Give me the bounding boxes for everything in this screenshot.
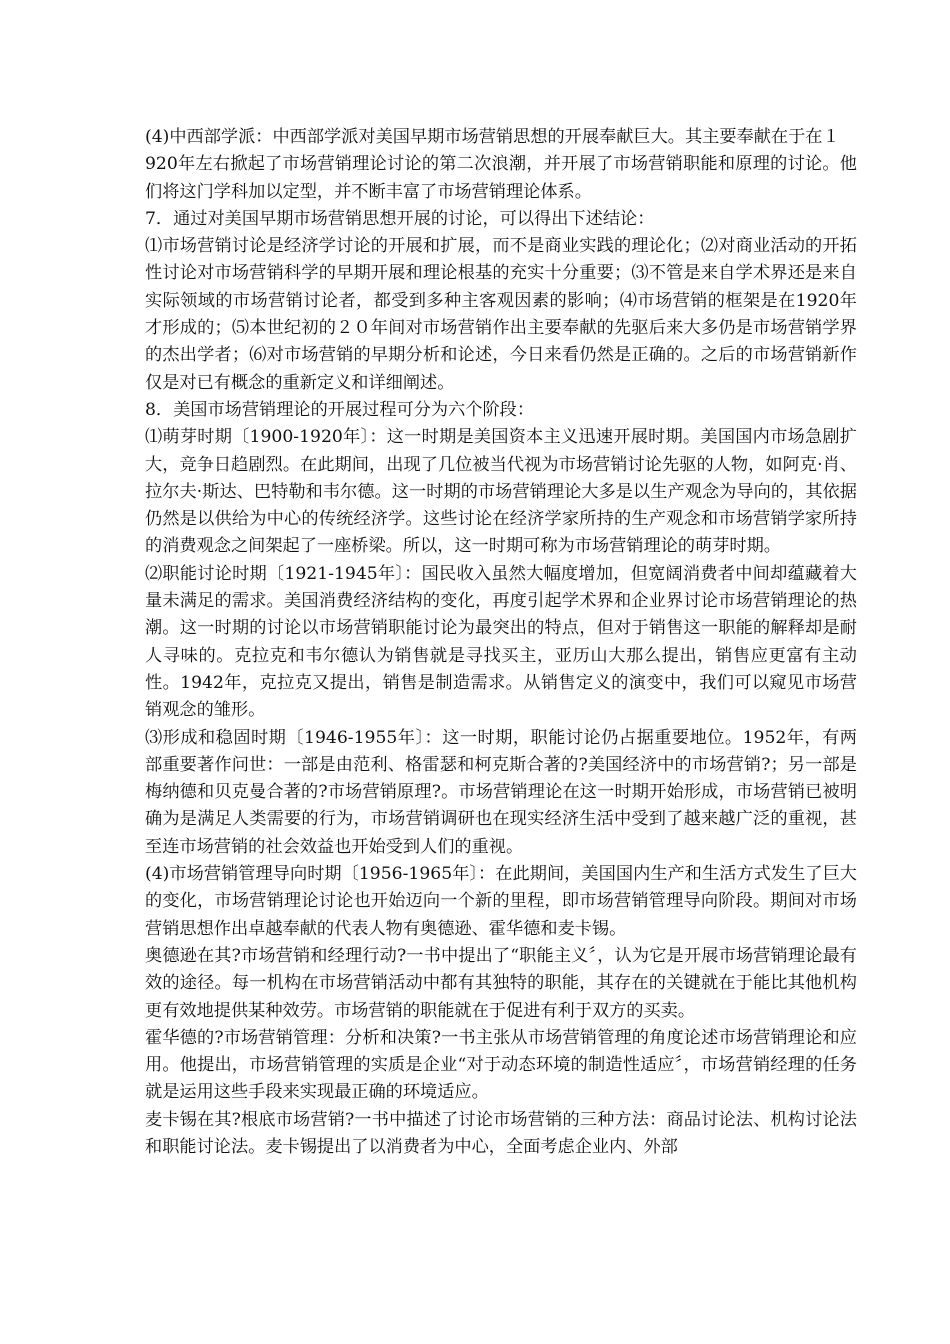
paragraph-stage-1-germination: ⑴萌芽时期〔1900-1920年〕：这一时期是美国资本主义迅速开展时期。美国国内市场急剧扩大，竞争日趋剧烈。在此期间，出现了几位被当代视为市场营销讨论先驱的人物，如阿克·肖、拉尔夫·斯达、巴特勒和韦尔德。这一时期的市场营销理论大多是以生产观念为导向的，其依据仍然是以供给为中心的传统经济学。这些讨论在经济学家所持的生产观念和市场营销学家所持的消费观念之间架起了一座桥梁。所以，这一时期可称为市场营销理论的萌芽时期。: [145, 427, 857, 557]
paragraph-mccarthy: 麦卡锡在其?根底市场营销?一书中描述了讨论市场营销的三种方法：商品讨论法、机构讨论法和职能讨论法。麦卡锡提出了以消费者为中心，全面考虑企业内、外部: [145, 1109, 857, 1157]
paragraph-stage-2-functional: ⑵职能讨论时期〔1921-1945年〕：国民收入虽然大幅度增加，但宽阔消费者中间却蕴藏着大量未满足的需求。美国消费经济结构的变化，再度引起学术界和企业界讨论市场营销理论的热潮。这一时期的讨论以市场营销职能讨论为最突出的特点，但对于销售这一职能的解释却是耐人寻味的。克拉克和韦尔德认为销售就是寻找买主，亚历山大那么提出，销售应更富有主动性。1942年，克拉克又提出，销售是制造需求。从销售定义的演变中，我们可以窥见市场营销观念的雏形。: [145, 563, 857, 721]
paragraph-stage-4-management: (4)市场营销管理导向时期〔1956-1965年〕：在此期间，美国国内生产和生活方式发生了巨大的变化，市场营销理论讨论也开始迈向一个新的里程，即市场营销管理导向阶段。期间对市场营销思想作出卓越奉献的代表人物有奥德逊、霍华德和麦卡锡。: [145, 864, 857, 939]
paragraph-section-7-conclusions: ⑴市场营销讨论是经济学讨论的开展和扩展，而不是商业实践的理论化；⑵对商业活动的开拓性讨论对市场营销科学的早期开展和理论根基的充实十分重要；⑶不管是来自学术界还是来自实际领域的市场营销讨论者，都受到多种主客观因素的影响；⑷市场营销的框架是在1920年才形成的；⑸本世纪初的２０年间对市场营销作出主要奉献的先驱后来大多仍是市场营销学界的杰出学者；⑹对市场营销的早期分析和论述，今日来看仍然是正确的。之后的市场营销新作仅是对已有概念的重新定义和详细阐述。: [145, 236, 857, 393]
paragraph-alderson: 奥德逊在其?市场营销和经理行动?一书中提出了“职能主义〞，认为它是开展市场营销理论最有效的途径。每一机构在市场营销活动中都有其独特的职能，其存在的关键就在于能比其他机构更有效地提供某种效劳。市场营销的职能就在于促进有利于双方的买卖。: [145, 945, 857, 1021]
paragraph-section-7-heading: 7．通过对美国早期市场营销思想开展的讨论，可以得出下述结论：: [145, 208, 655, 229]
paragraph-howard: 霍华德的?市场营销管理：分析和决策?一书主张从市场营销管理的角度论述市场营销理论和应用。他提出，市场营销管理的实质是企业“对于动态环境的制造性适应〞，市场营销经理的任务就是运用这些手段来实现最正确的环境适应。: [145, 1027, 857, 1103]
document-body: [145, 124, 857, 1161]
paragraph-midwest-school: (4)中西部学派：中西部学派对美国早期市场营销思想的开展奉献巨大。其主要奉献在于在１: [145, 127, 840, 147]
paragraph-section-8-heading: 8．美国市场营销理论的开展过程可分为六个阶段：: [145, 399, 535, 420]
paragraph-stage-3-formation: ⑶形成和稳固时期〔1946-1955年〕：这一时期，职能讨论仍占据重要地位。1952年，有两部重要著作问世：一部是由范利、格雷瑟和柯克斯合著的?美国经济中的市场营销?；另一部是梅纳德和贝克曼合著的?市场营销原理?。市场营销理论在这一时期开始形成，市场营销已被明确为是满足人类需要的行为，市场营销调研也在现实经济生活中受到了越来越广泛的重视，甚至连市场营销的社会效益也开始受到人们的重视。: [145, 727, 857, 857]
paragraph-midwest-school-continued: 920年左右掀起了市场营销理论讨论的第二次浪潮，并开展了市场营销职能和原理的讨论。他们将这门学科加以定型，并不断丰富了市场营销理论体系。: [145, 154, 857, 202]
